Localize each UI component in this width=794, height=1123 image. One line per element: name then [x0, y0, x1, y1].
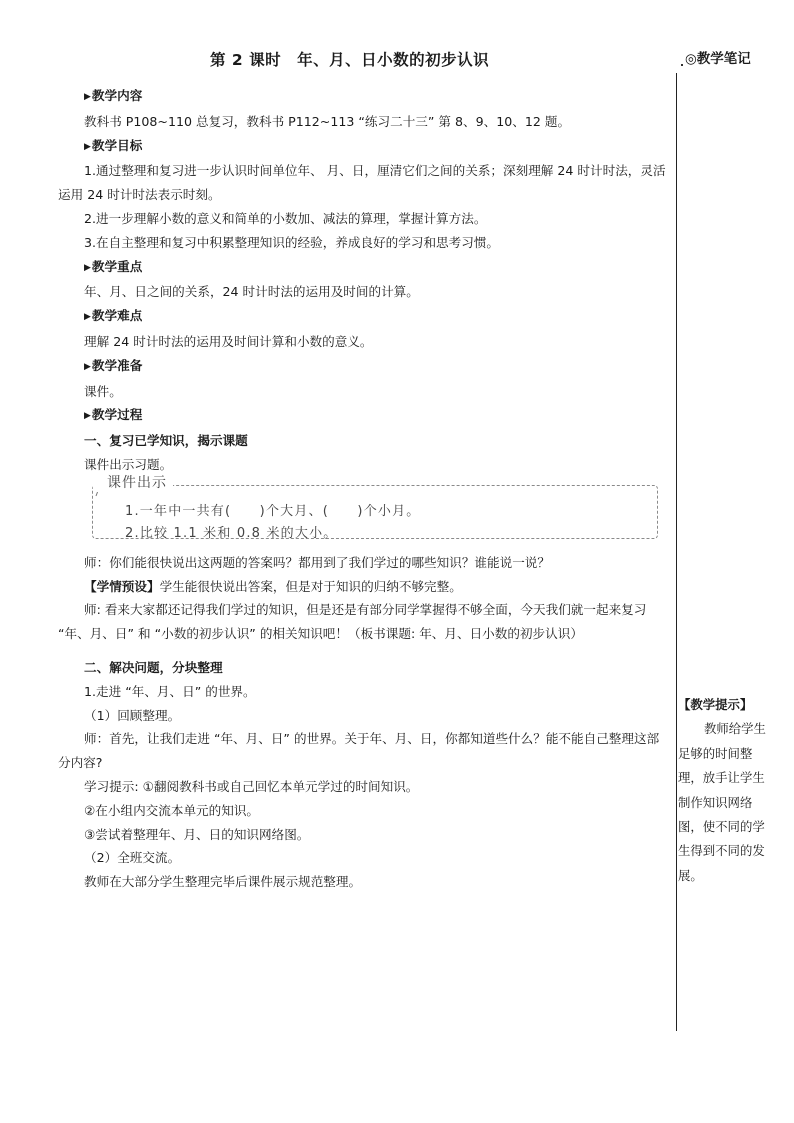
part2-line-3: 师：首先，让我们走进 “年、月、日” 的世界。关于年、月、日，你都知道些什么？能不能自己整理这部分内容? [58, 731, 660, 771]
section-heading-goals: ▶教学目标 [84, 137, 143, 153]
part2-line-2: （1）回顾整理。 [84, 707, 181, 723]
section-heading-process: ▶教学过程 [84, 407, 143, 423]
section-heading-content: ▶教学内容 [84, 88, 143, 103]
section-heading-key-points: ▶教学重点 [84, 258, 143, 274]
goal-2: 2.进一步理解小数的意义和简单的小数加、减法的算理，掌握计算方法。 [84, 210, 487, 226]
section-heading-preparation: ▶教学准备 [84, 357, 143, 373]
part2-line-8: 教师在大部分学生整理完毕后课件展示规范整理。 [84, 874, 362, 890]
teacher-question: 师：你们能很快说出这两题的答案吗？都用到了我们学过的哪些知识？谁能说一说？ [84, 554, 550, 570]
part2-line-5: ②在小组内交流本单元的知识。 [84, 802, 260, 818]
callout-question-1: 1.一年中一共有( )个大月、( )个小月。 [125, 503, 421, 519]
part1-heading: 一、复习已学知识，揭示课题 [84, 433, 248, 449]
goal-3: 3.在自主整理和复习中积累整理知识的经验，养成良好的学习和思考习惯。 [84, 234, 500, 250]
triangle-bullet-icon: ▶ [84, 411, 91, 422]
teacher-intro: 师: 看来大家都还记得我们学过的知识，但是还是有部分同学掌握得不够全面，今天我们就一起来复习 “年、月、日” 和 “小数的初步认识” 的相关知识吧！（板书课题: 年、月、日小数的初步认识） [58, 602, 647, 642]
section-heading-difficulties: ▶教学难点 [84, 308, 143, 324]
preparation-text: 课件。 [84, 383, 122, 399]
content-text: 教科书 P108~110 总复习，教科书 P112~113 “练习二十三” 第 8、9、10、12 题。 [84, 113, 571, 129]
lesson-title: 第 2 课时 年、月、日小数的初步认识 [210, 51, 490, 69]
teaching-notes-title: ◎教学笔记 [685, 51, 751, 67]
triangle-bullet-icon: ▶ [84, 92, 91, 102]
part2-line-6: ③尝试着整理年、月、日的知识网络图。 [84, 826, 310, 842]
learning-preset [58, 575, 670, 599]
triangle-bullet-icon: ▶ [84, 262, 91, 273]
triangle-bullet-icon: ▶ [84, 361, 91, 372]
teaching-tip-note [678, 693, 774, 888]
preset-tag: 【学情预设】 [84, 578, 160, 594]
teaching-tip-heading: 【教学提示】 [678, 697, 753, 712]
triangle-bullet-icon: ▶ [84, 312, 91, 323]
triangle-bullet-icon: ▶ [84, 141, 91, 152]
courseware-callout-box [92, 474, 658, 541]
part2-heading: 二、解决问题，分块整理 [84, 659, 223, 675]
key-points-text: 年、月、日之间的关系，24 时计时法的运用及时间的计算。 [84, 284, 419, 300]
callout-question-2: 2.比较 1.1 米和 0.8 米的大小。 [125, 525, 338, 541]
lesson-body [58, 84, 670, 894]
margin-dot [681, 64, 683, 66]
teaching-tip-text: 教师给学生足够的时间整理，放手让学生制作知识网络图，使不同的学生得到不同的发展。 [678, 721, 766, 883]
part1-intro: 课件出示习题。 [84, 456, 173, 472]
part2-line-7: （2）全班交流。 [84, 850, 181, 866]
preset-text: 学生能很快说出答案，但是对于知识的归纳不够完整。 [159, 578, 462, 594]
part2-line-1: 1.走进 “年、月、日” 的世界。 [84, 683, 256, 699]
part2-line-4: 学习提示: ①翻阅教科书或自己回忆本单元学过的时间知识。 [84, 778, 419, 794]
callout-label: 课件出示 [93, 472, 173, 492]
notes-divider-line [676, 73, 677, 1031]
goal-1: 1.通过整理和复习进一步认识时间单位年、 月、日，厘清它们之间的关系；深刻理解 24 时计时法，灵活运用 24 时计时法表示时刻。 [58, 163, 666, 203]
difficulties-text: 理解 24 时计时法的运用及时间计算和小数的意义。 [84, 333, 373, 349]
